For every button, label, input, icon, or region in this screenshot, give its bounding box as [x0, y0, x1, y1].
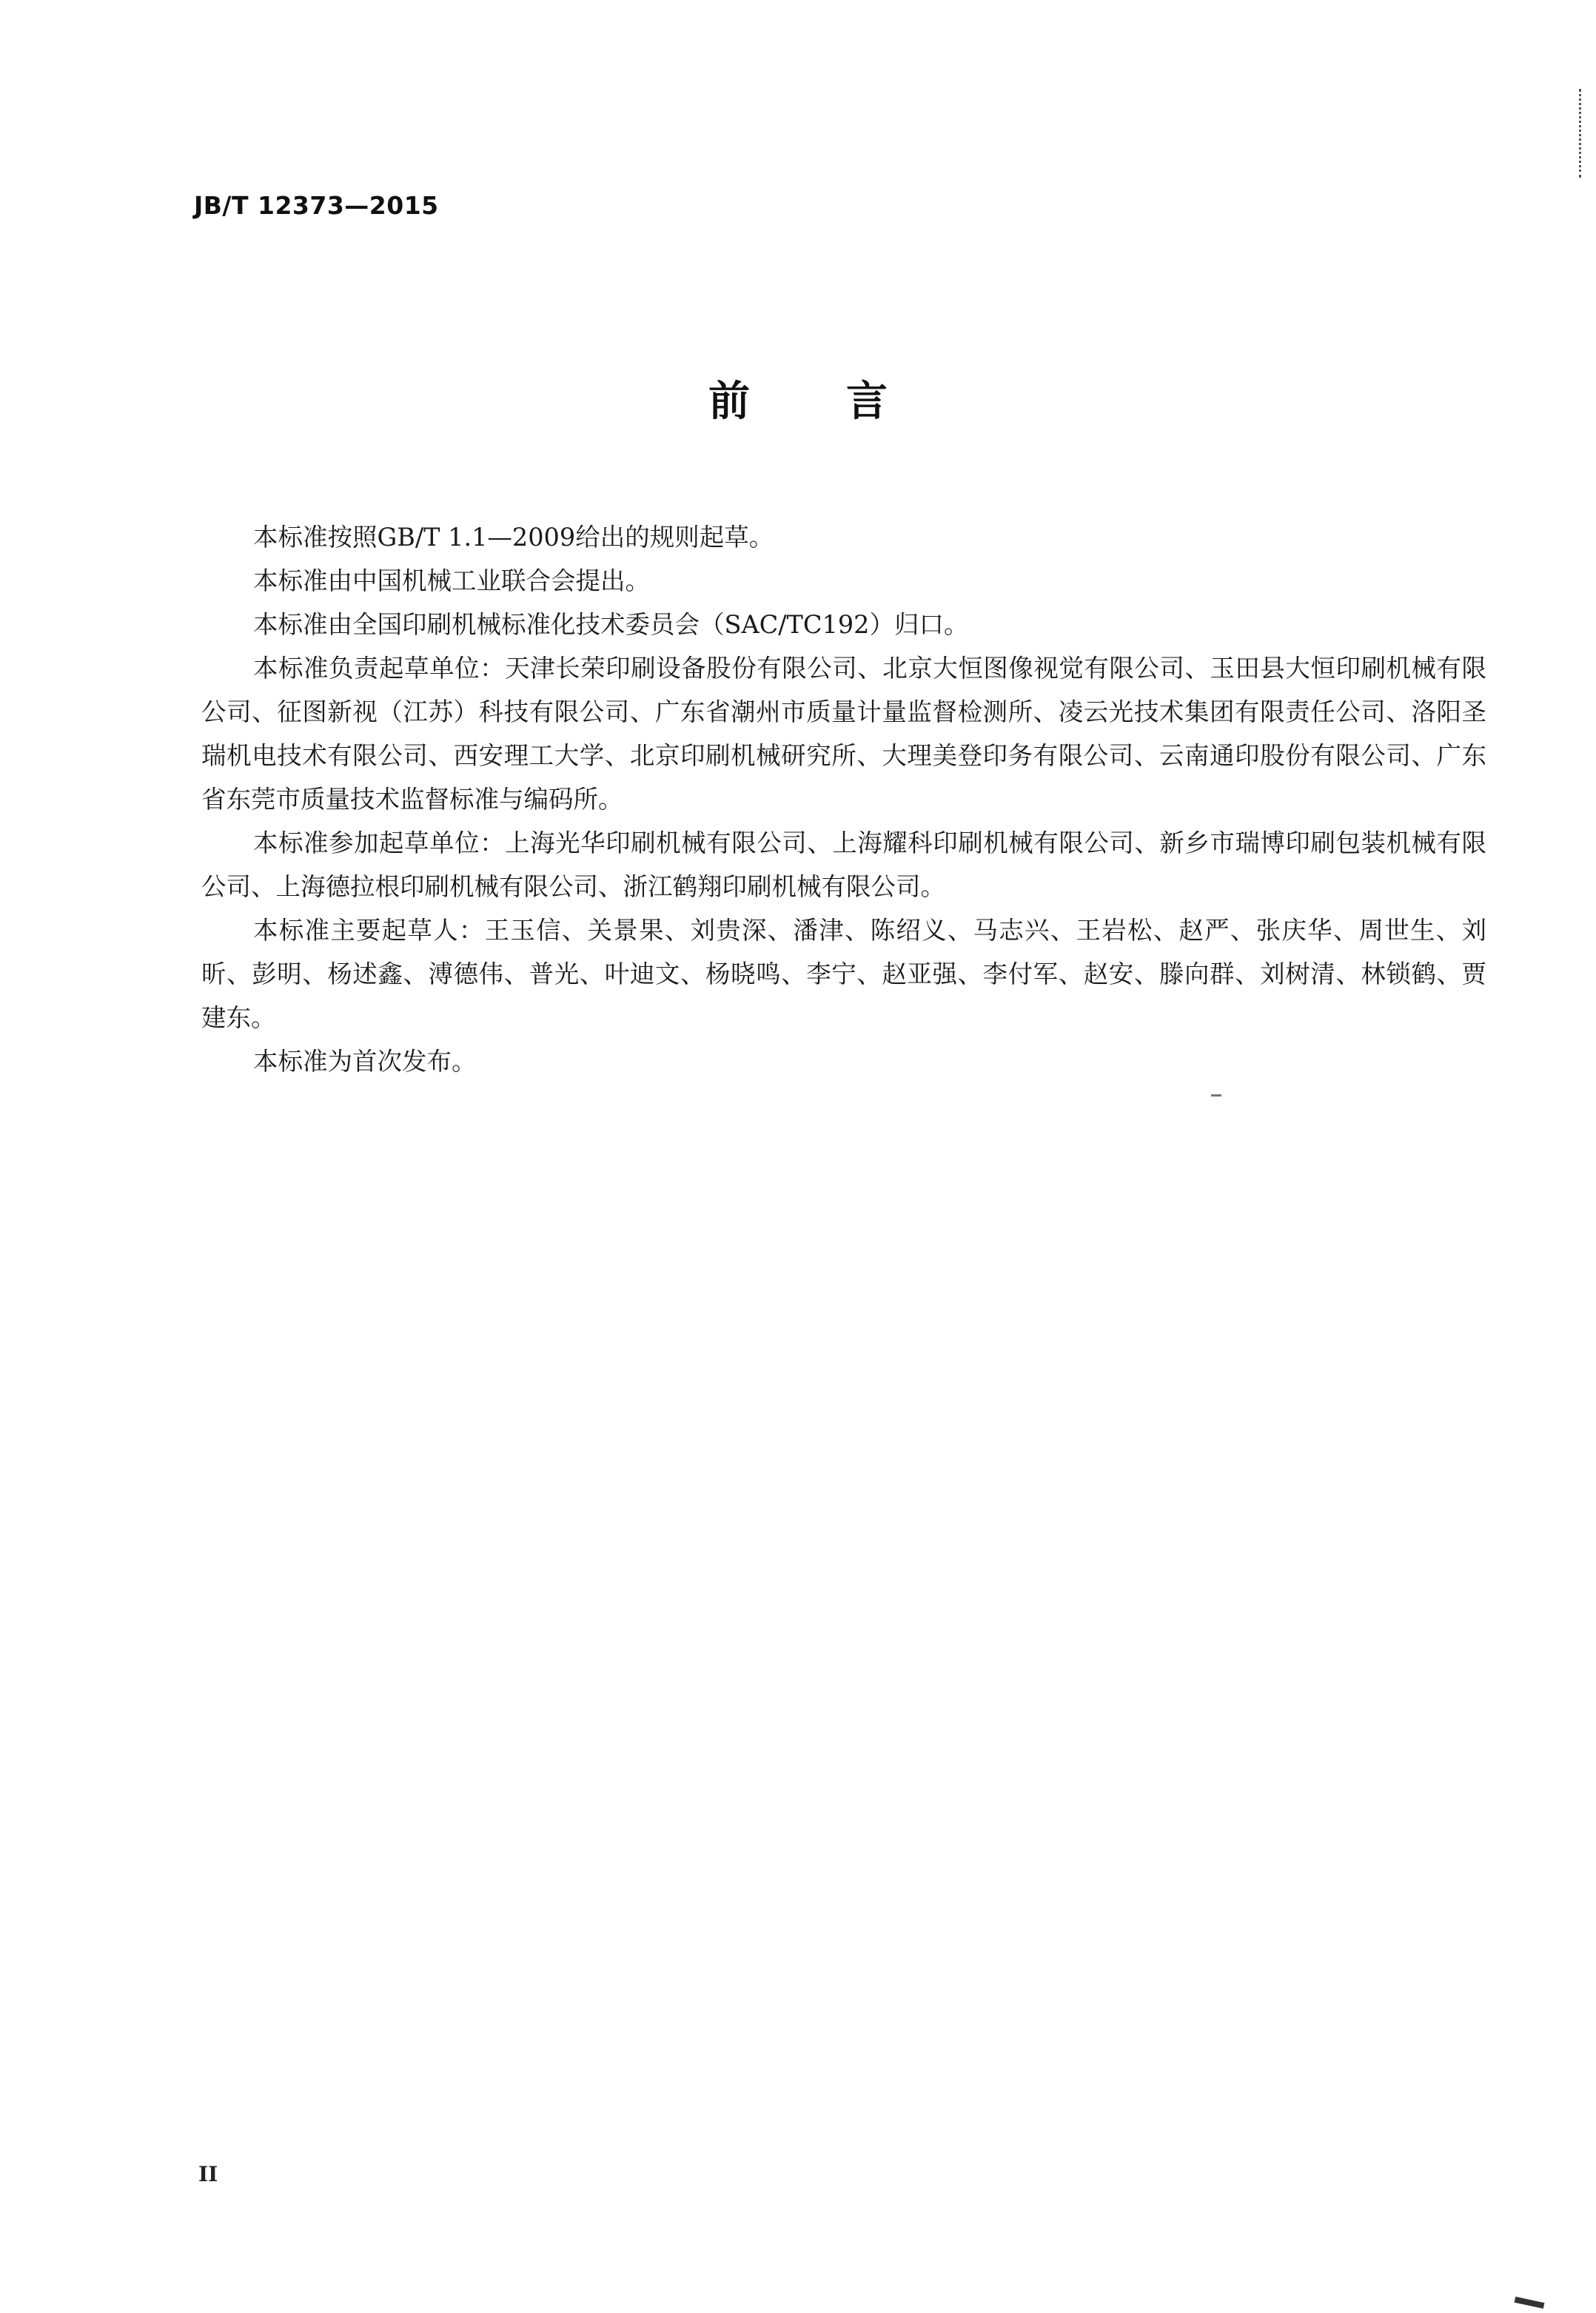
page-number: II — [198, 2162, 218, 2186]
paragraph-participating-drafters: 本标准参加起草单位：上海光华印刷机械有限公司、上海耀科印刷机械有限公司、新乡市瑞博印刷包装机械有限公司、上海德拉根印刷机械有限公司、浙江鹤翔印刷机械有限公司。 — [201, 829, 1486, 901]
scan-edge-mark — [1579, 89, 1586, 178]
paragraph-main-drafters: 本标准主要起草人：王玉信、关景果、刘贵深、潘津、陈绍义、马志兴、王岩松、赵严、张庆华、周世生、刘昕、彭明、杨述鑫、溥德伟、普光、叶迪文、杨晓鸣、李宁、赵亚强、李付军、赵安、滕向群、刘树清、林锁鹤、贾建东。 — [201, 916, 1486, 1032]
scan-corner-mark — [1515, 2297, 1545, 2309]
page-title: 前言 — [708, 378, 984, 426]
foreword-body — [201, 515, 1486, 1083]
document-number: JB/T 12373—2015 — [194, 191, 439, 220]
paragraph-responsible-drafters: 本标准负责起草单位：天津长荣印刷设备股份有限公司、北京大恒图像视觉有限公司、玉田县大恒印刷机械有限公司、征图新视（江苏）科技有限公司、广东省潮州市质量计量监督检测所、凌云光技术集团有限责任公司、洛阳圣瑞机电技术有限公司、西安理工大学、北京印刷机械研究所、大理美登印务有限公司、云南通印股份有限公司、广东省东莞市质量技术监督标准与编码所。 — [201, 654, 1486, 814]
paragraph-proposer: 本标准由中国机械工业联合会提出。 — [253, 566, 650, 595]
scan-speck — [1211, 1094, 1221, 1097]
paragraph-drafting-rules: 本标准按照GB/T 1.1—2009给出的规则起草。 — [253, 523, 774, 552]
paragraph-first-release: 本标准为首次发布。 — [253, 1047, 477, 1076]
paragraph-technical-committee: 本标准由全国印刷机械标准化技术委员会（SAC/TC192）归口。 — [253, 610, 969, 639]
